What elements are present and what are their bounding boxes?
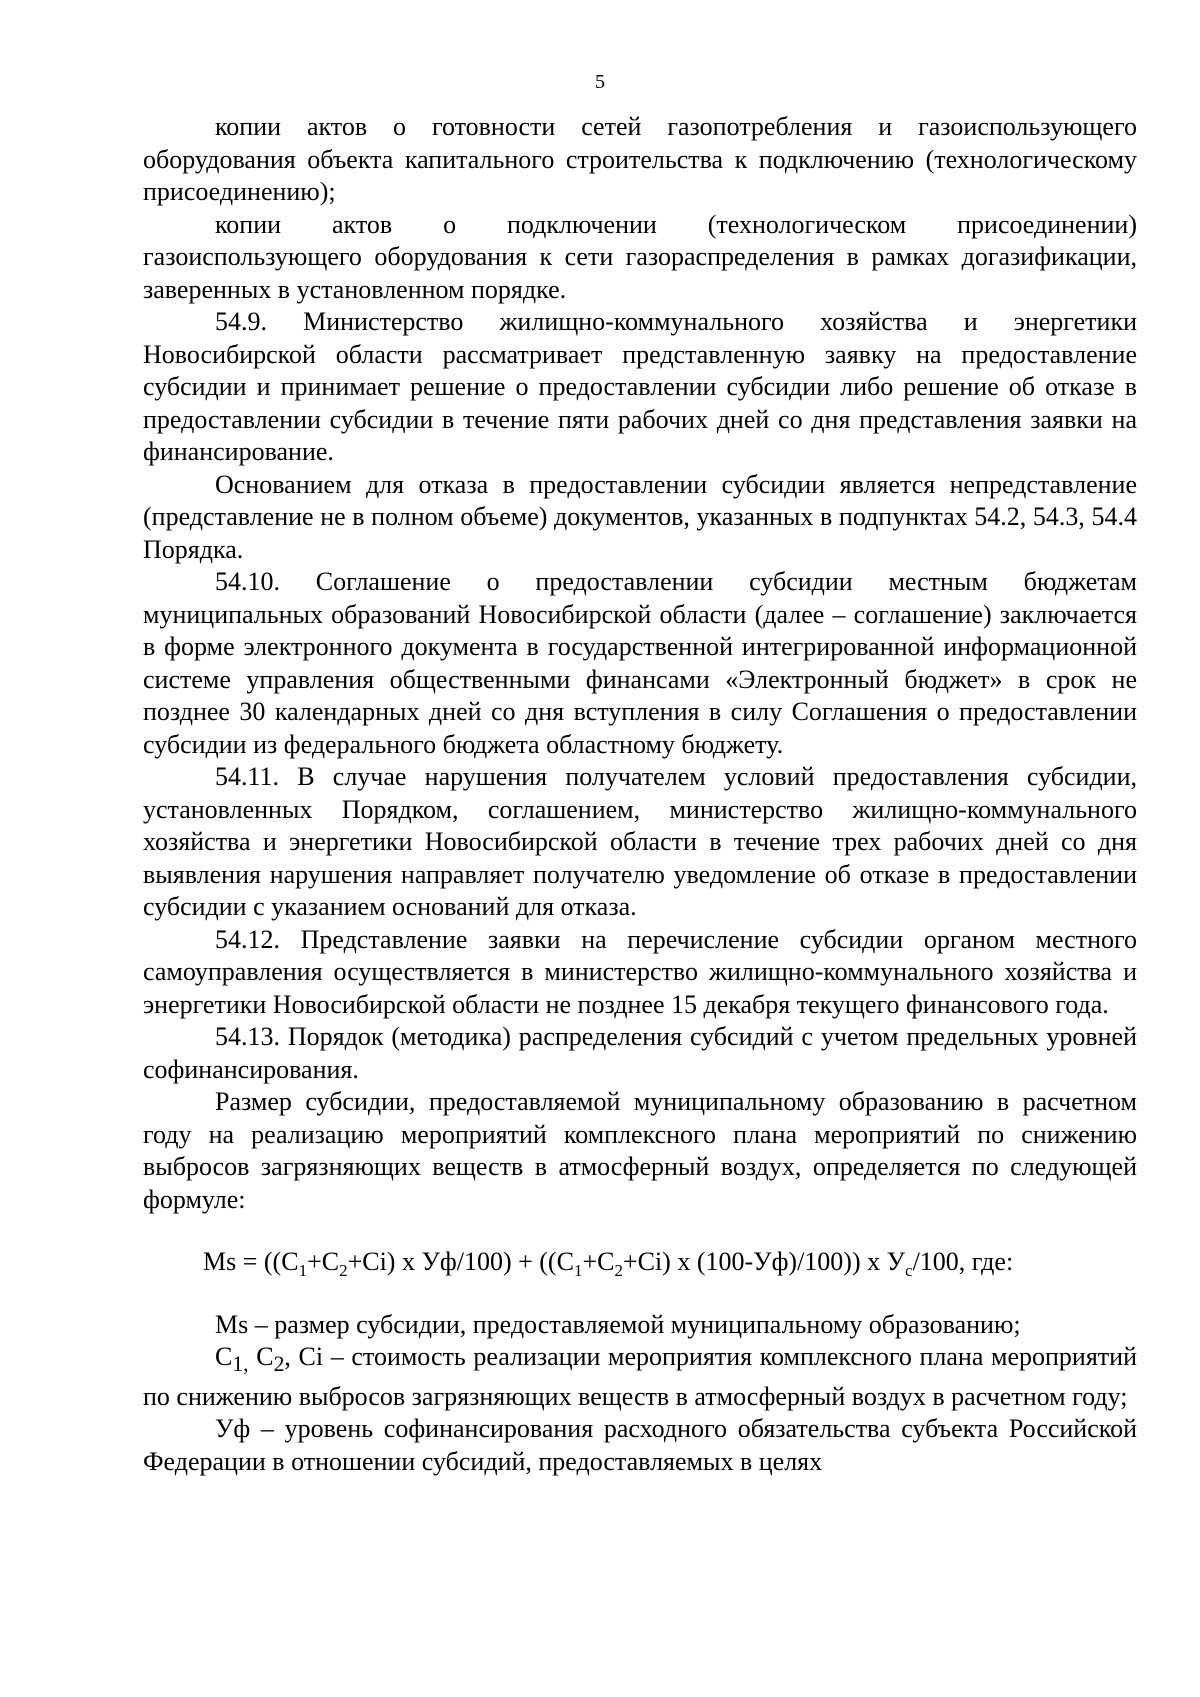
definition-uf: Уф – уровень софинансирования расходного обязательства субъекта Российской Федерации в отношении субсидий, предоставляемых в целях — [143, 1414, 1137, 1476]
formula-part: +C — [582, 1247, 615, 1276]
paragraph-54-13: 54.13. Порядок (методика) распределения субсидий с учетом предельных уровней софинансирования. — [143, 1022, 1137, 1084]
definition-part: C — [215, 1342, 233, 1371]
formula-subscript: с — [905, 1261, 913, 1281]
subsidy-formula — [143, 1246, 1137, 1279]
formula-part: /100, где: — [912, 1247, 1014, 1276]
paragraph-refusal-grounds: Основанием для отказа в предоставлении субсидии является непредставление (представление не в полном объеме) документов, указанных в подпунктах 54.2, 54.3, 54.4 Порядка. — [143, 469, 1137, 564]
paragraph-54-10: 54.10. Соглашение о предоставлении субсидии местным бюджетам муниципальных образований Новосибирской области (далее – соглашение) заключается в форме электронного документа в государственной интегрированной информационной системе управления общественными финансами «Электронный бюджет» в срок не позднее 30 календарных дней со дня вступления в силу Соглашения о предоставлении субсидии из федерального бюджета областному бюджету. — [143, 567, 1137, 759]
formula-part: +Ci) х Уф/100) + ((C — [347, 1247, 574, 1276]
paragraph-54-9: 54.9. Министерство жилищно-коммунального хозяйства и энергетики Новосибирской области рассматривает представленную заявку на предоставление субсидии и принимает решение о предоставлении субсидии либо решение об отказе в предоставлении субсидии в течение пяти рабочих дней со дня представления заявки на финансирование. — [143, 307, 1137, 466]
paragraph-gas-readiness-acts: копии актов о готовности сетей газопотребления и газоиспользующего оборудования объекта капитального строительства к подключению (технологическому присоединению); — [143, 112, 1137, 206]
definition-part: C — [248, 1342, 274, 1371]
page-number: 5 — [595, 71, 605, 93]
definition-subscript: 2 — [273, 1352, 285, 1377]
definition-subscript: 1, — [232, 1352, 249, 1377]
formula-subscript: 1 — [298, 1261, 308, 1281]
formula-subscript: 2 — [614, 1261, 623, 1281]
definition-part: , Ci – стоимость реализации мероприятия комплексного плана мероприятий по снижению выбросов загрязняющих веществ в атмосферный воздух в расчетном году; — [143, 1342, 1137, 1411]
definition-c-values — [143, 1341, 1137, 1413]
formula-subscript: 2 — [339, 1261, 348, 1281]
paragraph-54-11: 54.11. В случае нарушения получателем условий предоставления субсидии, установленных Порядком, соглашением, министерство жилищно-коммунального хозяйства и энергетики Новосибирской области в течение трех рабочих дней со дня выявления нарушения направляет получателю уведомление об отказе в предоставлении субсидии с указанием оснований для отказа. — [143, 762, 1137, 921]
formula-subscript: 1 — [573, 1261, 583, 1281]
formula-part: +Ci) х (100-Уф)/100)) х У — [622, 1247, 906, 1276]
definition-ms: Ms – размер субсидии, предоставляемой муниципальному образованию; — [215, 1309, 1021, 1339]
paragraph-subsidy-size: Размер субсидии, предоставляемой муниципальному образованию в расчетном году на реализацию мероприятий комплексного плана мероприятий по снижению выбросов загрязняющих веществ в атмосферный воздух, определяется по следующей формуле: — [143, 1087, 1137, 1214]
formula-part: Ms = ((C — [203, 1247, 299, 1276]
document-body — [143, 111, 1137, 1478]
paragraph-connection-acts: копии актов о подключении (технологическом присоединении) газоиспользующего оборудования к сети газораспределения в рамках догазификации, заверенных в установленном порядке. — [143, 209, 1137, 304]
paragraph-54-12: 54.12. Представление заявки на перечисление субсидии органом местного самоуправления осуществляется в министерство жилищно-коммунального хозяйства и энергетики Новосибирской области не позднее 15 декабря текущего финансового года. — [143, 924, 1137, 1019]
formula-part: +C — [307, 1247, 340, 1276]
